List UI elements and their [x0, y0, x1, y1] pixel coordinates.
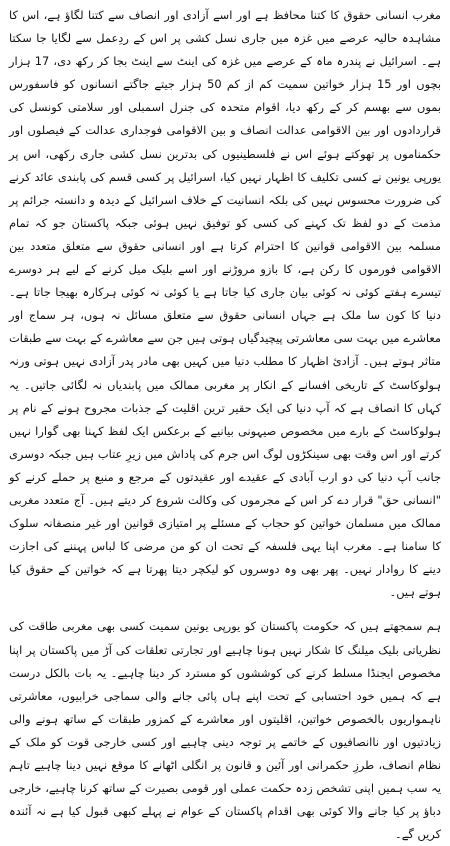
paragraph-1: مغرب انسانی حقوق کا کتنا محافظ ہے اور اسے آزادی اور انصاف سے کتنا لگاؤ ہے، اس کا مشاہدہ حالیہ عرصے میں غزہ میں جاری نسل کشی پر اس کے ردِعمل سے لگایا جا سکتا ہے۔ اسرائیل نے پندرہ ماہ کے عرصے میں غزہ کی اینٹ سے اینٹ بجا کر رکھ دی، 17 ہزار بچوں اور 15 ہزار خواتین سمیت کم از کم 50 ہزار جیتے جاگتے انسانوں کو فاسفورس بموں سے بھسم کر کے رکھ دیا، اقوام متحدہ کی جنرل اسمبلی اور سلامتی کونسل کی قراردادوں اور بین الاقوامی عدالت انصاف و بین الاقوامی فوجداری عدالت کے فیصلوں اور حکمناموں پر تھوکتے ہوئے اس نے فلسطینیوں کی بدترین نسل کشی جاری رکھی، اس پر یورپی یونین نے کسی تکلیف کا اظہار نہیں کیا، اسرائیل پر کسی قسم کی پابندی عائد کرنے کی ضرورت محسوس نہیں کی بلکہ انسانیت کے خلاف اسرائیل کے دیدہ و دانستہ جرائم پر مذمت کے دو لفظ تک کہنے کی کسی کو توفیق نہیں ہوئی جبکہ پاکستان جو کہ تمام مسلمہ بین الاقوامی قوانین کا احترام کرتا ہے اور انسانی حقوق سے متعلق متعدد بین الاقوامی فورموں کا رکن ہے، کا بازو مروڑنے اور اسے بلیک میل کرنے کے لیے ہر دوسرے تیسرے ہفتے کوئی نہ کوئی بیان جاری کیا جاتا ہے یا کوئی نہ کوئی ہرکارہ بھیجا جاتا ہے۔ دنیا کا کون سا ملک ہے جہاں انسانی حقوق سے متعلق مسائل نہ ہوں، ہر سماج اور معاشرے میں بہت سی معاشرتی پیچیدگیاں ہوتی ہیں جن سے معاشرے کے بہت سے طبقات متاثر ہوتے ہیں۔ آزادیٔ اظہار کا مطلب دنیا میں کہیں بھی مادر پدر آزادی نہیں ہوتی ورنہ ہولوکاسٹ کے تاریخی افسانے کے انکار پر مغربی ممالک میں پابندیاں نہ لگائی جاتیں۔ یہ کہاں کا انصاف ہے کہ آپ دنیا کی ایک حقیر ترین اقلیت کے جذبات مجروح ہونے کے نام پر ہولوکاسٹ کے بارے میں مخصوص صیہونی بیانیے کے برعکس ایک لفظ کہنا بھی گوارا نہیں کرتے اور اس وقت بھی سینکڑوں لوگ اس جرم کی پاداش میں زیرِ عتاب ہیں جبکہ دوسری جانب آپ دنیا کی دو ارب آبادی کے عقیدے اور عقیدتوں کے مرجع و منبع پر حملے کرنے کو "انسانی حق" قرار دے کر اس کے مجرموں کی وکالت شروع کر دیتے ہیں۔ آج متعدد مغربی ممالک میں مسلمان خواتین کو حجاب کے مسئلے پر امتیازی قوانین اور غیر منصفانہ سلوک کا سامنا ہے۔ مغرب اپنا یہی فلسفہ کے تحت ان کو من مرضی کا لباس پہننے کی اجازت دینے کا روادار نہیں۔ پھر بھی وہ دوسروں کو لیکچر دیتا پھرتا ہے کہ خواتین کے حقوق کیا ہوتے ہیں۔	[9, 8, 441, 600]
paragraph-2: ہم سمجھتے ہیں کہ حکومت پاکستان کو یورپی یونین سمیت کسی بھی مغربی طاقت کی نظریاتی بلیک میلنگ کا شکار نہیں ہونا چاہیے اور تجارتی تعلقات کی آڑ میں پاکستان پر اپنا مخصوص ایجنڈا مسلط کرنے کی کوششوں کو مسترد کر دینا چاہیے۔ یہ بات بالکل درست ہے کہ ہمیں خود احتسابی کے تحت اپنے ہاں پائی جانے والی سماجی خرابیوں، معاشرتی ناہمواریوں بالخصوص خواتین، اقلیتوں اور معاشرے کے کمزور طبقات کے ساتھ ہونے والی زیادتیوں اور ناانصافیوں کے خاتمے پر توجہ دینی چاہیے اور کسی خارجی قوت کو ملک کے نظام انصاف، طرزِ حکمرانی اور آئین و قانون پر انگلی اٹھانے کا موقع نہیں دینا چاہیے تاہم یہ سب ہمیں اپنی تشخص زدہ حکمت عملی اور قومی بصیرت کے ساتھ کرنا چاہیے، خارجی دباؤ پر کیا جانے والا کوئی بھی اقدام پاکستان کے عوام نے پہلے کبھی قبول کیا ہے نہ آئندہ کریں گے۔	[9, 619, 441, 842]
